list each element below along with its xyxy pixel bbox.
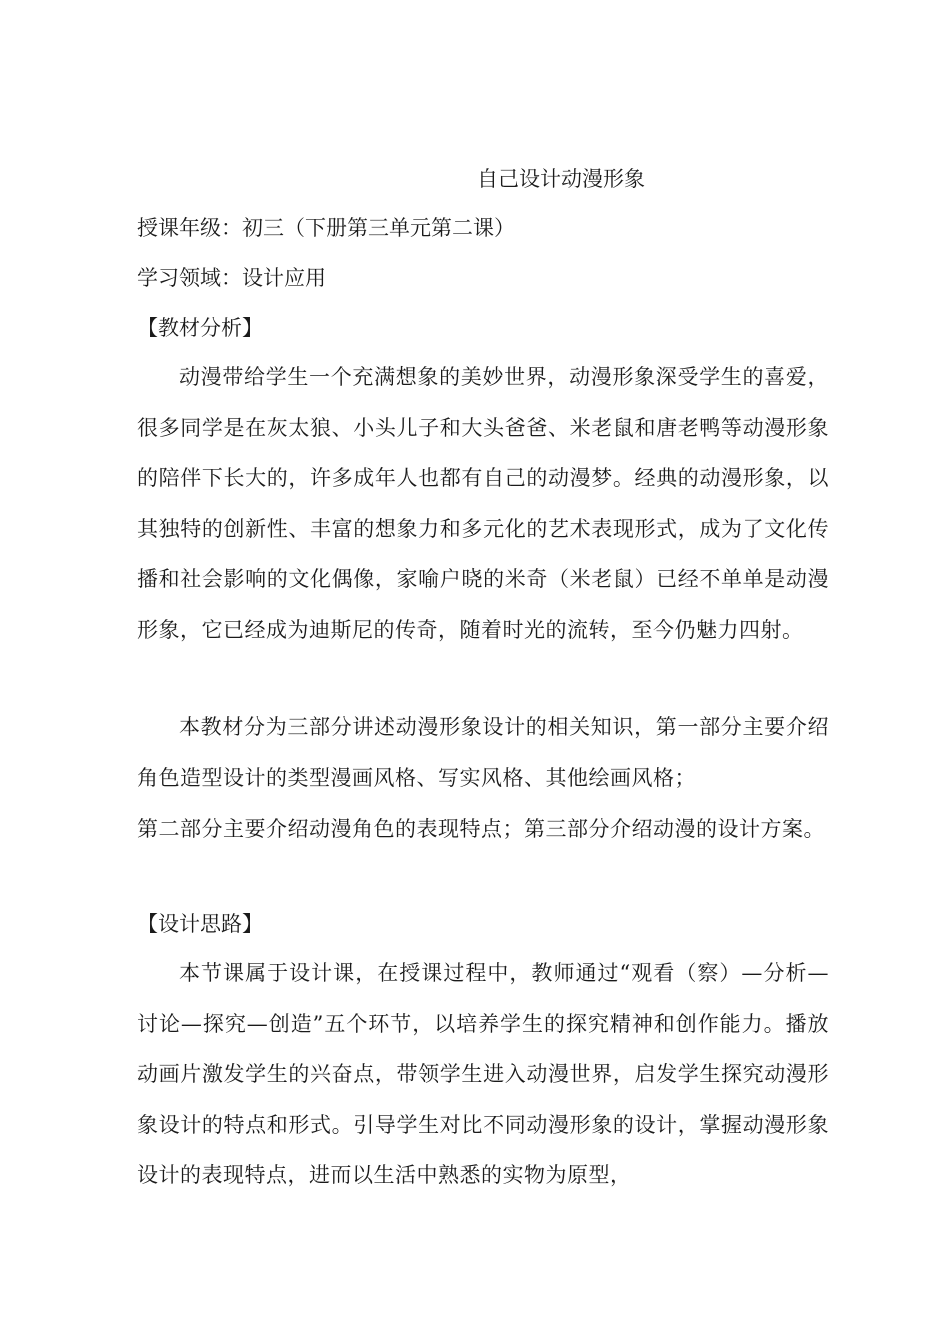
section-heading-textbook-analysis: 【教材分析】 — [137, 316, 263, 340]
paragraph-textbook-analysis-1: 动漫带给学生一个充满想象的美妙世界，动漫形象深受学生的喜爱，很多同学是在灰太狼、小头儿子和大头爸爸、米老鼠和唐老鸭等动漫形象的陪伴下长大的，许多成年人也都有自己的动漫梦。经典的动漫形象，以其独特的创新性、丰富的想象力和多元化的艺术表现形式，成为了文化传播和社会影响的文化偶像，家喻户晓的米奇（米老鼠）已经不单单是动漫形象，它已经成为迪斯尼的传奇，随着时光的流转，至今仍魅力四射。 — [137, 365, 829, 642]
paragraph-design-ideas-1: 本节课属于设计课，在授课过程中，教师通过“观看（察）—分析—讨论—探究—创造”五个环节，以培养学生的探究精神和创作能力。播放动画片激发学生的兴奋点，带领学生进入动漫世界，启发学生探究动漫形象设计的特点和形式。引导学生对比不同动漫形象的设计，掌握动漫形象设计的表现特点，进而以生活中熟悉的实物为原型， — [137, 961, 829, 1187]
section-heading-design-ideas: 【设计思路】 — [137, 912, 263, 936]
paragraph-textbook-analysis-3: 第二部分主要介绍动漫角色的表现特点；第三部分介绍动漫的设计方案。 — [137, 817, 825, 841]
grade-line: 授课年级：初三（下册第三单元第二课） — [137, 216, 515, 240]
field-line: 学习领域：设计应用 — [137, 266, 326, 290]
document-title: 自己设计动漫形象 — [477, 167, 645, 191]
paragraph-textbook-analysis-2: 本教材分为三部分讲述动漫形象设计的相关知识，第一部分主要介绍角色造型设计的类型漫画风格、写实风格、其他绘画风格； — [137, 715, 829, 790]
